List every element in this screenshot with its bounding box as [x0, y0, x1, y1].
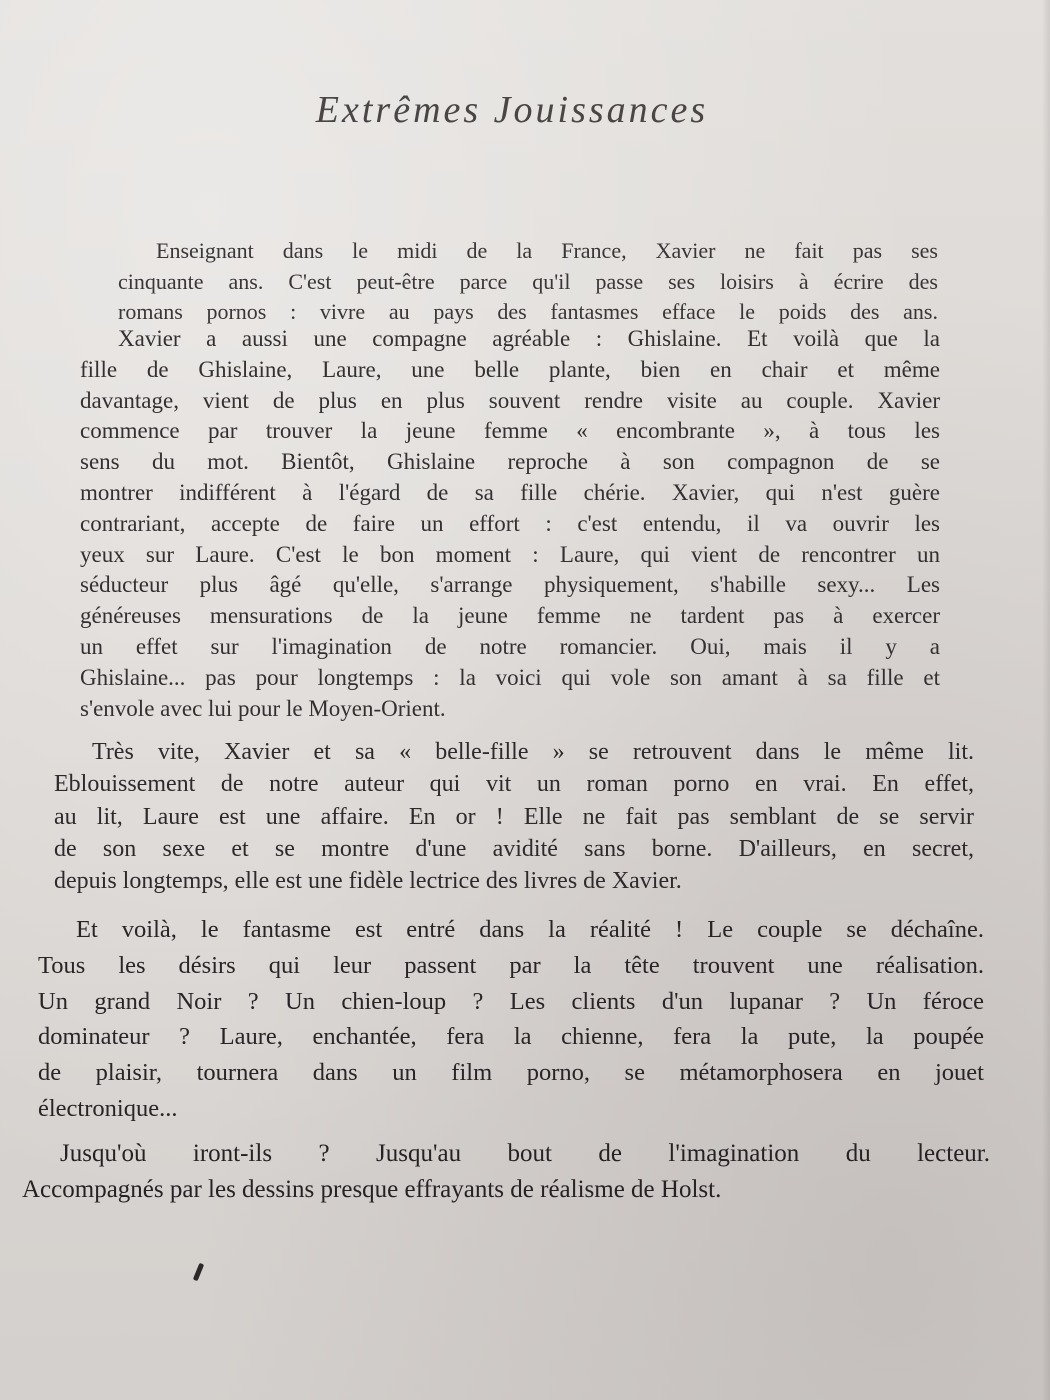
text-line: Accompagnés par les dessins presque effrayants de réalisme de Holst.	[22, 1176, 722, 1203]
text-line: depuis longtemps, elle est une fidèle lectrice des livres de Xavier.	[54, 868, 682, 895]
text-line: de plaisir, tournera dans un film porno, se métamorphosera en jouet	[38, 1059, 984, 1087]
text-line: de son sexe et se montre d'une avidité sans borne. D'ailleurs, en secret,	[54, 835, 974, 862]
text-line: Jusqu'où iront-ils ? Jusqu'au bout de l'imagination du lecteur.	[60, 1140, 990, 1167]
text-line: fille de Ghislaine, Laure, une belle plante, bien en chair et même	[80, 356, 940, 382]
text-line: Tous les désirs qui leur passent par la tête trouvent une réalisation.	[38, 951, 984, 979]
text-line: sens du mot. Bientôt, Ghislaine reproche à son compagnon de se	[80, 449, 940, 475]
book-title: Extrêmes Jouissances	[315, 89, 709, 131]
text-line: commence par trouver la jeune femme « encombrante », à tous les	[80, 418, 940, 444]
text-line: montrer indifférent à l'égard de sa fille chérie. Xavier, qui n'est guère	[80, 479, 940, 505]
text-line: généreuses mensurations de la jeune femme ne tardent pas à exercer	[80, 603, 940, 629]
text-line: dominateur ? Laure, enchantée, fera la chienne, fera la pute, la poupée	[38, 1023, 984, 1051]
paragraph-5	[22, 1136, 990, 1208]
ink-mark	[193, 1263, 204, 1282]
text-line: davantage, vient de plus en plus souvent rendre visite au couple. Xavier	[80, 387, 940, 413]
text-line: un effet sur l'imagination de notre romancier. Oui, mais il y a	[80, 633, 940, 659]
text-line: Eblouissement de notre auteur qui vit un roman porno en vrai. En effet,	[54, 771, 974, 798]
paragraph-2	[80, 324, 940, 724]
text-line: contrariant, accepte de faire un effort : c'est entendu, il va ouvrir les	[80, 510, 940, 536]
paragraph-3	[54, 736, 974, 897]
text-line: Xavier a aussi une compagne agréable : Ghislaine. Et voilà que la	[118, 326, 940, 351]
text-line: électronique...	[38, 1094, 178, 1122]
text-line: s'envole avec lui pour le Moyen-Orient.	[80, 695, 446, 721]
text-line: Un grand Noir ? Un chien-loup ? Les clients d'un lupanar ? Un féroce	[38, 987, 984, 1015]
text-line: Ghislaine... pas pour longtemps : la voici qui vole son amant à sa fille et	[80, 664, 940, 690]
text-line: au lit, Laure est une affaire. En or ! Elle ne fait pas semblant de se servir	[54, 803, 974, 830]
text-line: yeux sur Laure. C'est le bon moment : Laure, qui vient de rencontrer un	[80, 541, 940, 567]
paragraph-1	[118, 236, 938, 328]
text-line: Très vite, Xavier et sa « belle-fille » se retrouvent dans le même lit.	[92, 739, 974, 765]
text-line: Enseignant dans le midi de la France, Xavier ne fait pas ses	[156, 238, 938, 263]
paragraph-4	[38, 912, 984, 1127]
text-line: cinquante ans. C'est peut-être parce qu'il passe ses loisirs à écrire des	[118, 268, 938, 294]
text-line: romans pornos : vivre au pays des fantasmes efface le poids des ans.	[118, 299, 938, 324]
page-edge-shadow	[1042, 0, 1050, 1400]
text-line: Et voilà, le fantasme est entré dans la réalité ! Le couple se déchaîne.	[76, 916, 984, 943]
text-line: séducteur plus âgé qu'elle, s'arrange physiquement, s'habille sexy... Les	[80, 572, 940, 598]
